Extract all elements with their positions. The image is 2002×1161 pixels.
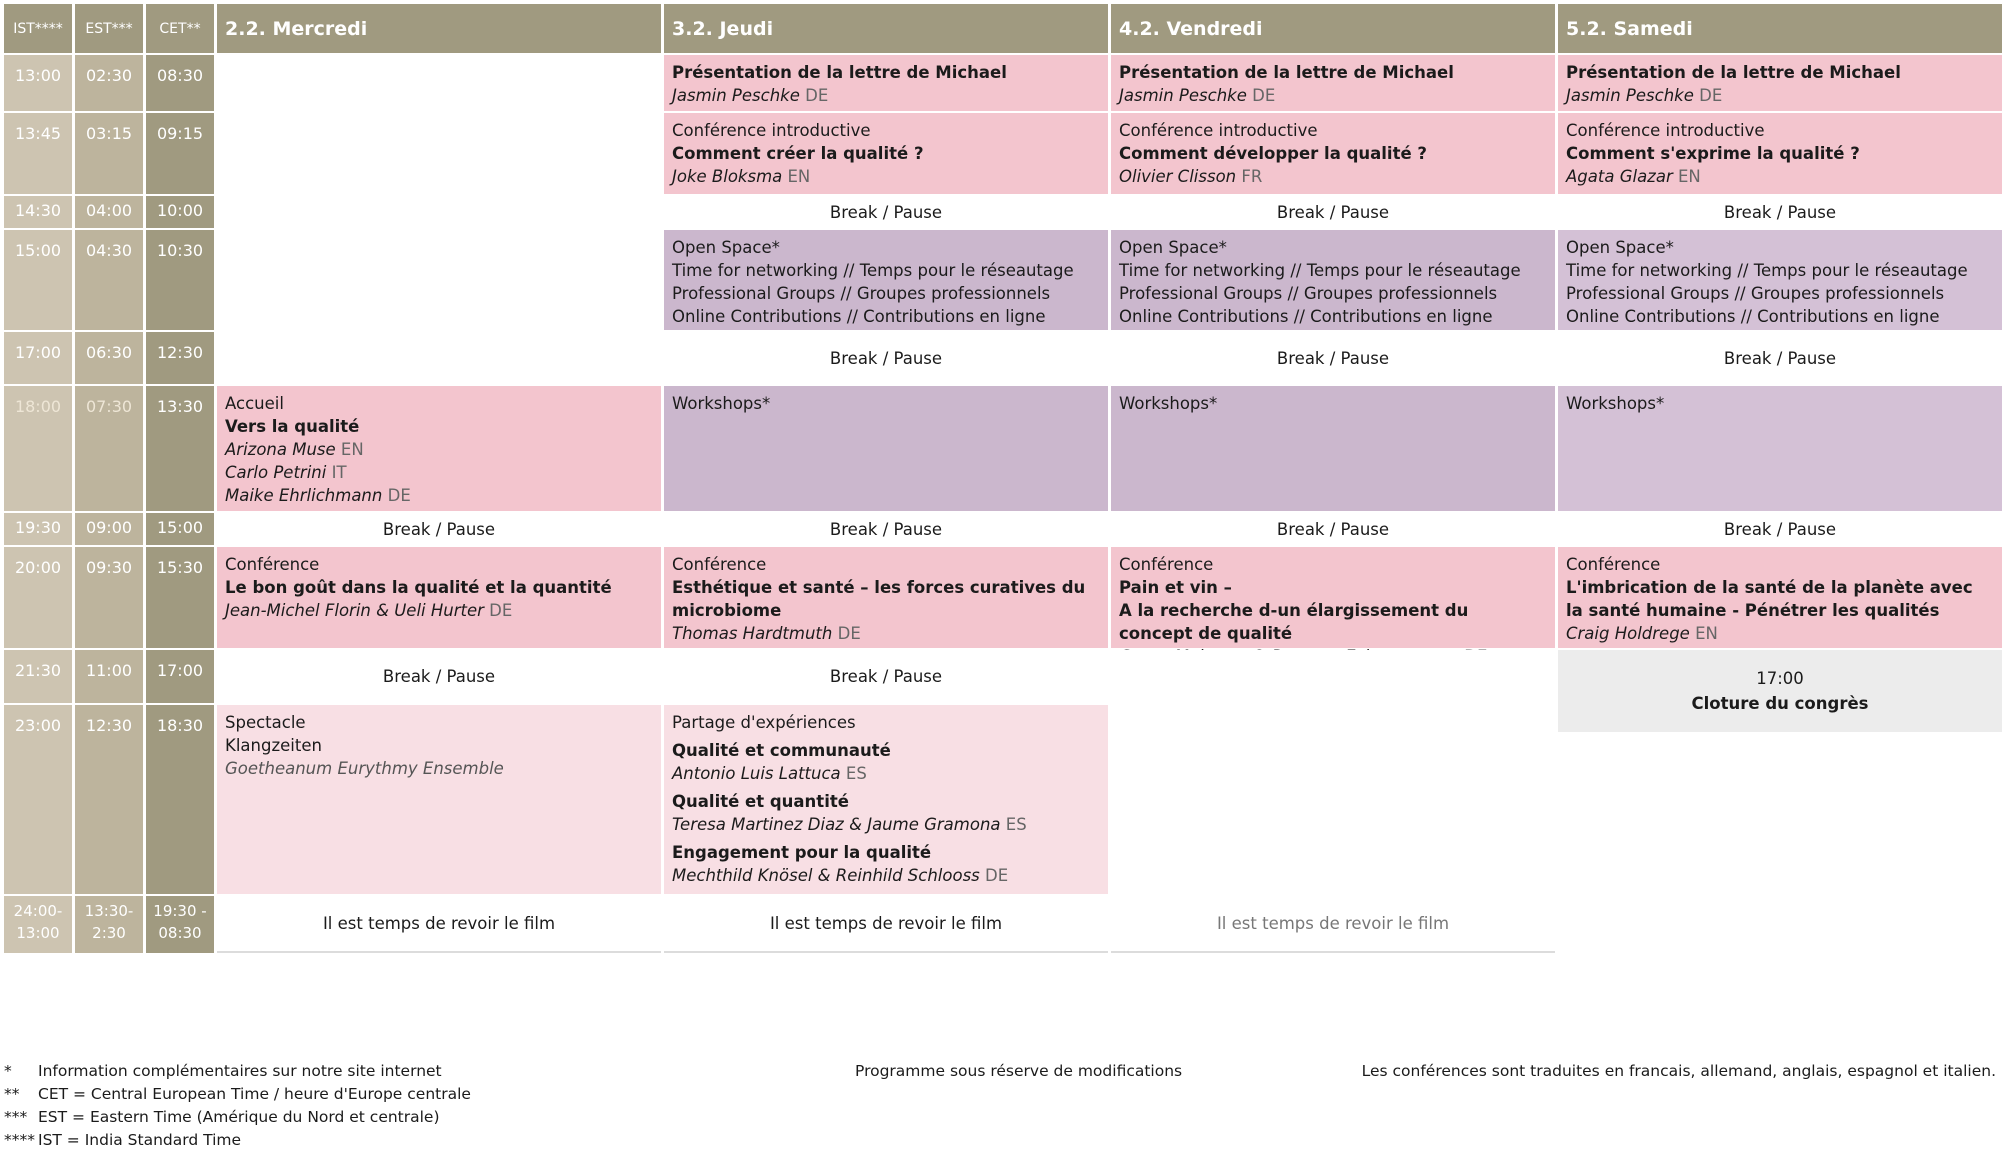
language-code: EN [787, 167, 811, 186]
event-title: Présentation de la lettre de Michael [1566, 63, 1901, 82]
speaker: Thomas Hardtmuth [672, 624, 833, 643]
film-slot: Il est temps de revoir le film [664, 896, 1108, 953]
event-open-space [1111, 230, 1555, 330]
event-title: Présentation de la lettre de Michael [672, 63, 1007, 82]
time-est: 12:30 [75, 705, 143, 894]
event-intro-conference [1111, 113, 1555, 194]
language-code: DE [387, 486, 411, 505]
performer: Goetheanum Eurythmy Ensemble [225, 759, 504, 778]
speaker: Jean-Michel Florin & Ueli Hurter [225, 601, 484, 620]
language-code: EN [340, 440, 364, 459]
time-ist: 18:00 [4, 386, 72, 511]
event-michael-letter [1558, 55, 2002, 111]
event-title: Pain et vin – [1119, 578, 1232, 597]
time-est: 09:30 [75, 547, 143, 648]
language-code: DE [1252, 86, 1276, 105]
time-ist: 15:00 [4, 230, 72, 330]
footer [0, 1060, 2000, 1152]
event-line: Time for networking // Temps pour le réseautage [1119, 261, 1521, 280]
event-title: L'imbrication de la santé de la planète avec la santé humaine - Pénétrer les qualités [1566, 578, 1973, 620]
language-code: ES [1005, 815, 1027, 834]
event-label: Conférence introductive [672, 121, 871, 140]
event-title: Vers la qualité [225, 417, 360, 436]
time-est: 04:30 [75, 230, 143, 330]
break-slot: Break / Pause [1558, 513, 2002, 545]
event-line: Online Contributions // Contributions en ligne [672, 307, 1046, 326]
break-slot: Break / Pause [664, 650, 1108, 703]
time-cet: 18:30 [146, 705, 214, 894]
break-slot: Break / Pause [1558, 196, 2002, 228]
language-code: DE [837, 624, 861, 643]
break-slot: Break / Pause [217, 513, 661, 545]
speaker: Maike Ehrlichmann [225, 486, 383, 505]
event-michael-letter [664, 55, 1108, 111]
event-label: Conférence introductive [1119, 121, 1318, 140]
film-slot: Il est temps de revoir le film [1111, 896, 1555, 953]
disclaimer: Programme sous réserve de modifications [855, 1062, 1183, 1080]
event-title: Workshops* [672, 394, 771, 413]
event-label: Spectacle [225, 713, 306, 732]
event-title: Qualité et communauté [672, 741, 891, 760]
time-ist: 23:00 [4, 705, 72, 894]
language-code: FR [1241, 167, 1263, 186]
language-code: DE [985, 866, 1009, 885]
event-line: Professional Groups // Groupes professionnels [1566, 284, 1945, 303]
event-subtitle: A la recherche d-un élargissement du concept de qualité [1119, 601, 1469, 643]
event-workshops [1111, 386, 1555, 511]
event-label: Conférence introductive [1566, 121, 1765, 140]
time-est: 11:00 [75, 650, 143, 703]
footnote-mark: *** [4, 1108, 28, 1126]
closing-label: Cloture du congrès [1691, 694, 1869, 713]
event-label: Partage d'expériences [672, 713, 856, 732]
time-cet: 12:30 [146, 332, 214, 384]
header-ist: IST**** [4, 4, 72, 53]
event-title: Klangzeiten [225, 736, 322, 755]
language-code: ES [845, 764, 867, 783]
time-ist: 21:30 [4, 650, 72, 703]
time-est: 03:15 [75, 113, 143, 194]
speaker: Agata Glazar [1566, 167, 1673, 186]
event-title: Open Space* [1566, 238, 1674, 257]
event-title: Présentation de la lettre de Michael [1119, 63, 1454, 82]
time-est: 04:00 [75, 196, 143, 228]
time-est: 07:30 [75, 386, 143, 511]
break-slot: Break / Pause [217, 650, 661, 703]
event-title: Qualité et quantité [672, 792, 849, 811]
header-day-samedi: 5.2. Samedi [1558, 4, 2002, 53]
language-code: DE [805, 86, 829, 105]
time-ist: 13:00 [4, 55, 72, 111]
event-label: Conférence [225, 555, 320, 574]
event-line: Online Contributions // Contributions en ligne [1119, 307, 1493, 326]
speaker: Jasmin Peschke [1119, 86, 1247, 105]
speaker: Carlo Petrini [225, 463, 327, 482]
time-ist: 20:00 [4, 547, 72, 648]
break-slot: Break / Pause [1111, 196, 1555, 228]
time-est: 06:30 [75, 332, 143, 384]
header-day-vendredi: 4.2. Vendredi [1111, 4, 1555, 53]
language-code: EN [1695, 624, 1718, 643]
footnote-text: Information complémentaires sur notre site internet [38, 1062, 442, 1080]
time-ist: 14:30 [4, 196, 72, 228]
event-title: Comment créer la qualité ? [672, 144, 924, 163]
event-accueil [217, 386, 661, 511]
event-title: Open Space* [672, 238, 780, 257]
time-cet: 15:30 [146, 547, 214, 648]
header-day-mercredi: 2.2. Mercredi [217, 4, 661, 53]
event-michael-letter [1111, 55, 1555, 111]
time-cet: 13:30 [146, 386, 214, 511]
footnote-text: IST = India Standard Time [38, 1131, 242, 1149]
footnote [0, 1106, 2000, 1129]
speaker: Arizona Muse [225, 440, 336, 459]
language-code: DE [1699, 86, 1723, 105]
event-label: Conférence [1566, 555, 1661, 574]
event-title: Comment développer la qualité ? [1119, 144, 1427, 163]
break-slot: Break / Pause [1558, 332, 2002, 384]
time-cet: 17:00 [146, 650, 214, 703]
event-line: Online Contributions // Contributions en ligne [1566, 307, 1940, 326]
speaker: Craig Holdrege [1566, 624, 1690, 643]
event-workshops [1558, 386, 2002, 511]
event-conference-mercredi [217, 547, 661, 648]
event-line: Time for networking // Temps pour le réseautage [672, 261, 1074, 280]
closing-block [1558, 650, 2002, 732]
event-line: Professional Groups // Groupes professionnels [672, 284, 1051, 303]
speaker: Mechthild Knösel & Reinhild Schlooss [672, 866, 980, 885]
break-slot: Break / Pause [664, 196, 1108, 228]
time-cet: 09:15 [146, 113, 214, 194]
time-cet: 10:30 [146, 230, 214, 330]
event-intro-conference [664, 113, 1108, 194]
time-cet: 08:30 [146, 55, 214, 111]
footnote-mark: * [4, 1062, 12, 1080]
footnote-text: EST = Eastern Time (Amérique du Nord et centrale) [38, 1108, 440, 1126]
header-cet: CET** [146, 4, 214, 53]
footnote [0, 1129, 2000, 1152]
event-title: Le bon goût dans la qualité et la quantité [225, 578, 612, 597]
event-title: Comment s'exprime la qualité ? [1566, 144, 1860, 163]
event-open-space [664, 230, 1108, 330]
event-open-space [1558, 230, 2002, 330]
event-intro-conference [1558, 113, 2002, 194]
event-spectacle [217, 705, 661, 894]
event-title: Workshops* [1566, 394, 1665, 413]
closing-time: 17:00 [1756, 669, 1804, 688]
event-title: Esthétique et santé – les forces curatives du microbiome [672, 578, 1086, 620]
time-est: 13:30-2:30 [75, 896, 143, 953]
event-label: Conférence [672, 555, 767, 574]
event-conference-jeudi [664, 547, 1108, 648]
film-slot: Il est temps de revoir le film [217, 896, 661, 953]
footnote-mark: **** [4, 1131, 35, 1149]
event-partage [664, 705, 1108, 894]
event-conference-samedi [1558, 547, 2002, 648]
speaker: Teresa Martinez Diaz & Jaume Gramona [672, 815, 1001, 834]
speaker: Antonio Luis Lattuca [672, 764, 841, 783]
event-line: Professional Groups // Groupes professionnels [1119, 284, 1498, 303]
footnote [0, 1083, 2000, 1106]
language-code: DE [489, 601, 513, 620]
speaker: Jasmin Peschke [672, 86, 800, 105]
break-slot: Break / Pause [1111, 332, 1555, 384]
break-slot: Break / Pause [1111, 513, 1555, 545]
event-label: Conférence [1119, 555, 1214, 574]
time-ist: 24:00-13:00 [4, 896, 72, 953]
break-slot: Break / Pause [664, 513, 1108, 545]
event-label: Accueil [225, 394, 284, 413]
footnote-mark: ** [4, 1085, 20, 1103]
event-conference-vendredi [1111, 547, 1555, 648]
event-workshops [664, 386, 1108, 511]
header-day-jeudi: 3.2. Jeudi [664, 4, 1108, 53]
time-ist: 17:00 [4, 332, 72, 384]
empty-slot [1111, 650, 1555, 894]
event-title: Open Space* [1119, 238, 1227, 257]
event-line: Time for networking // Temps pour le réseautage [1566, 261, 1968, 280]
time-cet: 10:00 [146, 196, 214, 228]
time-cet: 15:00 [146, 513, 214, 545]
event-title: Engagement pour la qualité [672, 843, 932, 862]
time-cet: 19:30 - 08:30 [146, 896, 214, 953]
schedule-grid [4, 4, 2002, 953]
break-slot: Break / Pause [664, 332, 1108, 384]
footnote-text: CET = Central European Time / heure d'Europe centrale [38, 1085, 471, 1103]
time-ist: 19:30 [4, 513, 72, 545]
time-est: 09:00 [75, 513, 143, 545]
time-ist: 13:45 [4, 113, 72, 194]
header-est: EST*** [75, 4, 143, 53]
time-est: 02:30 [75, 55, 143, 111]
speaker: Joke Bloksma [672, 167, 783, 186]
empty-slot [217, 55, 661, 384]
language-code: IT [331, 463, 347, 482]
language-code: EN [1677, 167, 1701, 186]
speaker: Olivier Clisson [1119, 167, 1237, 186]
speaker: Jasmin Peschke [1566, 86, 1694, 105]
translation-note: Les conférences sont traduites en francais, allemand, anglais, espagnol et italien. [1361, 1062, 1996, 1080]
event-title: Workshops* [1119, 394, 1218, 413]
